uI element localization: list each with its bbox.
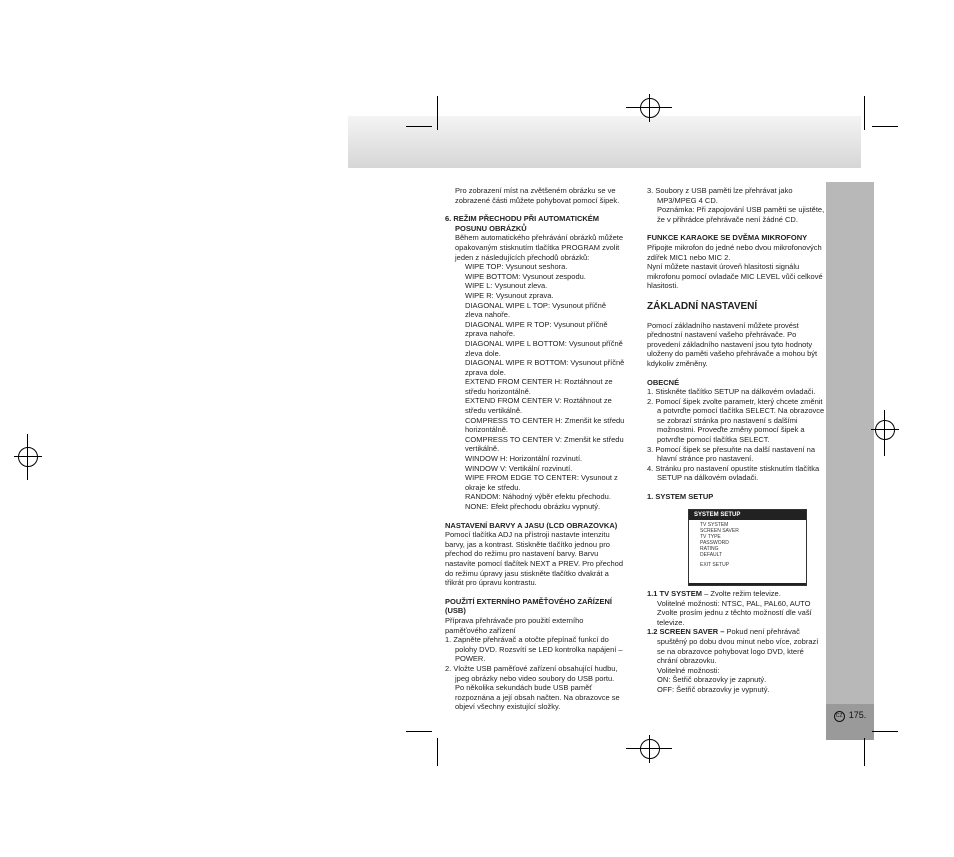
- text-line: a potvrďte pomocí tlačítka SELECT. Na obrazovce: [657, 406, 825, 416]
- crop-mark: [406, 126, 432, 127]
- wipe-heading-cont: POSUNU OBRÁZKŮ: [455, 223, 527, 233]
- list-item: NONE: Efekt přechodu obrázku vypnutý.: [465, 502, 601, 511]
- list-item: DIAGONAL WIPE R TOP: Vysunout příčně: [465, 319, 608, 329]
- list-item: 1. Zapněte přehrávač a otočte přepínač funkcí do: [445, 635, 609, 645]
- list-item: 3. Soubory z USB paměti lze přehrávat jako: [647, 186, 793, 195]
- crop-mark: [406, 731, 432, 732]
- crop-mark: [872, 126, 898, 127]
- text-line: hlavní stránce pro nastavení.: [657, 454, 754, 464]
- crop-mark: [864, 738, 865, 766]
- text-line: Pro zobrazení míst na zvětšeném obrázku se ve: [455, 186, 616, 195]
- tv-system-text: – Zvolte režim televize.: [702, 589, 781, 598]
- crop-mark: [437, 738, 438, 766]
- crop-mark: [872, 731, 898, 732]
- text-line: třikrát pro úpravu kontrastu.: [445, 578, 537, 588]
- wipe-list: [445, 262, 645, 511]
- list-item: 4. Stránku pro nastavení opustíte stisknutím tlačítka: [647, 463, 820, 473]
- list-item: WIPE L: Vysunout zleva.: [465, 281, 548, 291]
- text-line: Připojte mikrofon do jedné nebo dvou mikrofonových: [647, 242, 822, 252]
- text-line: objeví všechny existující složky.: [455, 702, 561, 712]
- list-item: WIPE R: Vysunout zprava.: [465, 290, 554, 300]
- menu-items: [689, 520, 806, 559]
- lcd-heading: NASTAVENÍ BARVY A JASU (LCD OBRAZOVKA): [445, 520, 618, 530]
- text-line: opakovaným stisknutím tlačítka PROGRAM zvolit: [455, 242, 620, 252]
- list-item: DIAGONAL WIPE L TOP: Vysunout příčně: [465, 300, 607, 310]
- list-item: středu horizontálně.: [465, 386, 531, 396]
- registration-mark-icon: [640, 98, 660, 118]
- text-line: televize.: [657, 617, 685, 627]
- text-line: možnostmi. Proveďte změny pomocí šipek a: [657, 425, 805, 435]
- text-line: jpeg obrázky nebo video soubory do USB portu.: [455, 673, 615, 683]
- usb-heading-cont: (USB): [445, 606, 466, 616]
- text-line: MP3/MPEG 4 CD.: [657, 195, 718, 205]
- language-badge-icon: CZ: [834, 711, 845, 722]
- basic-settings-heading: ZÁKLADNÍ NASTAVENÍ: [647, 300, 758, 312]
- text-line: hlasitosti.: [647, 281, 679, 291]
- text-line: se zobrazí stránka pro nastavení s dalšími: [657, 415, 798, 425]
- text-line: Zvolte prosím jednu z těchto možností dle vaší: [657, 608, 812, 618]
- list-item: horizontálně.: [465, 425, 508, 435]
- list-item: zleva dole.: [465, 348, 501, 358]
- text-line: OFF: Šetřič obrazovky je vypnutý.: [657, 684, 770, 694]
- list-item: 3. Pomocí šipek se přesuňte na další nastavení na: [647, 444, 816, 454]
- text-line: polohy DVD. Rozsvítí se LED kontrolka napájení –: [455, 644, 623, 654]
- text-line: Pomocí základního nastavení můžete provést: [647, 320, 799, 330]
- registration-line: [871, 429, 899, 430]
- text-line: zdířek MIC1 nebo MIC 2.: [647, 252, 731, 262]
- zoom-intro: [445, 186, 645, 205]
- text-line: Nyní můžete nastavit úroveň hlasitosti signálu: [647, 262, 800, 272]
- karaoke-heading: FUNKCE KARAOKE SE DVĚMA MIKROFONY: [647, 233, 808, 243]
- text-line: mikrofonu pomocí ovladače MIC LEVEL vůči celkové: [647, 271, 823, 281]
- list-item: RANDOM: Náhodný výběr efektu přechodu.: [465, 492, 611, 502]
- list-item: DIAGONAL WIPE R BOTTOM: Vysunout příčně: [465, 358, 625, 368]
- header-gradient-band: [348, 116, 861, 168]
- text-line: Během automatického přehrávání obrázků můžete: [455, 233, 624, 243]
- list-item: COMPRESS TO CENTER V: Zmenšit ke středu: [465, 434, 624, 444]
- registration-line: [649, 94, 650, 122]
- text-line: Příprava přehrávače pro použití externího: [445, 615, 584, 625]
- text-line: barvy, jas a kontrast. Stiskněte tlačítko jednou pro: [445, 539, 610, 549]
- screen-saver-line: [647, 627, 845, 637]
- text-line: kdykoliv změněny.: [647, 358, 708, 368]
- text-line: spuštěný po dobu dvou minut nebo více, zobrazí: [657, 636, 819, 646]
- text-line: ON: Šetřič obrazovky je zapnutý.: [657, 675, 767, 685]
- general-heading: OBECNÉ: [647, 377, 680, 387]
- menu-item-password: PASSWORD: [700, 540, 729, 547]
- registration-line: [14, 456, 42, 457]
- menu-item-tv-system: TV SYSTEM: [700, 522, 729, 528]
- list-item: WINDOW H: Horizontální rozvinutí.: [465, 454, 583, 464]
- registration-line: [649, 735, 650, 763]
- system-setup-details: [647, 589, 845, 695]
- text-line: Volitelné možnosti: NTSC, PAL, PAL60, AUTO: [657, 598, 811, 608]
- registration-mark-icon: [875, 420, 895, 440]
- text-line: chrání obrazovku.: [657, 656, 717, 666]
- registration-line: [626, 748, 672, 749]
- page-number-text: 175.: [848, 710, 867, 720]
- text-line: přechod do režimu pro nastavení barvy. Barvu: [445, 549, 599, 559]
- menu-item-rating: RATING: [700, 546, 719, 553]
- registration-mark-icon: [18, 447, 38, 467]
- list-item: WINDOW V: Vertikální rozvinutí.: [465, 463, 573, 473]
- list-item: 2. Vložte USB paměťové zařízení obsahující hudbu,: [445, 663, 618, 673]
- text-line: Volitelné možnosti:: [657, 665, 720, 675]
- registration-line: [626, 107, 672, 108]
- list-item: EXTEND FROM CENTER V: Roztáhnout ze: [465, 396, 612, 406]
- right-column: [647, 186, 845, 502]
- wipe-heading: 6. REŽIM PŘECHODU PŘI AUTOMATICKÉM: [445, 214, 600, 224]
- list-item: okraje ke středu.: [465, 482, 521, 492]
- crop-mark: [864, 96, 865, 130]
- text-line: provedení základního nastavení jsou tyto hodnoty: [647, 339, 813, 349]
- text-line: potvrďte pomocí tlačítka SELECT.: [657, 435, 770, 445]
- text-line: že v přihrádce přehrávače není žádné CD.: [657, 214, 798, 224]
- system-setup-heading: 1. SYSTEM SETUP: [647, 492, 714, 502]
- menu-bottom-bar: [689, 583, 806, 585]
- text-line: do režimu úpravy jasu stiskněte tlačítko dvakrát a: [445, 568, 609, 578]
- left-column: [445, 186, 645, 712]
- usb-heading: POUŽITÍ EXTERNÍHO PAMĚŤOVÉHO ZAŘÍZENÍ: [445, 596, 612, 606]
- tv-system-line: [647, 589, 845, 599]
- text-line: zobrazené části můžete pohybovat pomocí šipek.: [455, 195, 620, 205]
- text-line: jeden z následujících přechodů obrázků:: [455, 252, 590, 262]
- text-line: Pomocí tlačítka ADJ na přístroji nastavte intenzitu: [445, 530, 610, 540]
- text-line: uloženy do paměti vašeho přehrávače a mohou být: [647, 349, 818, 359]
- tv-system-label: 1.1 TV SYSTEM: [647, 589, 703, 598]
- registration-line: [884, 410, 885, 456]
- page-number: [826, 710, 874, 722]
- list-item: středu vertikálně.: [465, 406, 523, 416]
- list-item: EXTEND FROM CENTER H: Roztáhnout ze: [465, 377, 613, 387]
- list-item: 1. Stiskněte tlačítko SETUP na dálkovém ovladači.: [647, 387, 816, 397]
- menu-item-exit-setup: EXIT SETUP: [700, 562, 730, 568]
- text-line: SETUP na dálkovém ovladači.: [657, 473, 759, 483]
- text-line: paměťového zařízení: [445, 625, 516, 635]
- menu-item-tv-type: TV TYPE: [700, 534, 721, 541]
- menu-title: SYSTEM SETUP: [689, 510, 806, 520]
- list-item: WIPE BOTTOM: Vysunout zespodu.: [465, 271, 586, 281]
- crop-mark: [437, 96, 438, 130]
- menu-item-default: DEFAULT: [700, 552, 723, 559]
- list-item: zprava nahoře.: [465, 329, 516, 339]
- list-item: DIAGONAL WIPE L BOTTOM: Vysunout příčně: [465, 338, 623, 348]
- menu-item-screen-saver: SCREEN SAVER: [700, 528, 739, 535]
- screen-saver-label: 1.2 SCREEN SAVER –: [647, 627, 725, 637]
- list-item: 2. Pomocí šipek zvolte parametr, který chcete změnit: [647, 396, 823, 406]
- list-item: COMPRESS TO CENTER H: Zmenšit ke středu: [465, 415, 625, 425]
- list-item: zleva nahoře.: [465, 310, 511, 320]
- list-item: WIPE FROM EDGE TO CENTER: Vysunout z: [465, 473, 618, 483]
- list-item: vertikálně.: [465, 444, 500, 454]
- text-line: rozpoznána a její obsah načten. Na obrazovce se: [455, 692, 620, 702]
- system-setup-menu: [688, 509, 807, 586]
- list-item: WIPE TOP: Vysunout seshora.: [465, 262, 568, 272]
- text-line: Poznámka: Při zapojování USB paměti se ujistěte,: [657, 205, 825, 215]
- list-item: zprava dole.: [465, 367, 506, 377]
- text-line: přednostní nastavení vašeho přehrávače. Po: [647, 330, 797, 340]
- text-line: Po několika sekundách bude USB paměť: [455, 683, 593, 693]
- screen-saver-text: Pokud není přehrávač: [724, 627, 800, 637]
- registration-line: [27, 434, 28, 480]
- text-line: nastavíte pomocí tlačítek NEXT a PREV. Pro přechod: [445, 558, 624, 568]
- text-line: se na obrazovce pohybovat logo DVD, které: [657, 646, 804, 656]
- text-line: POWER.: [455, 654, 486, 664]
- registration-mark-icon: [640, 739, 660, 759]
